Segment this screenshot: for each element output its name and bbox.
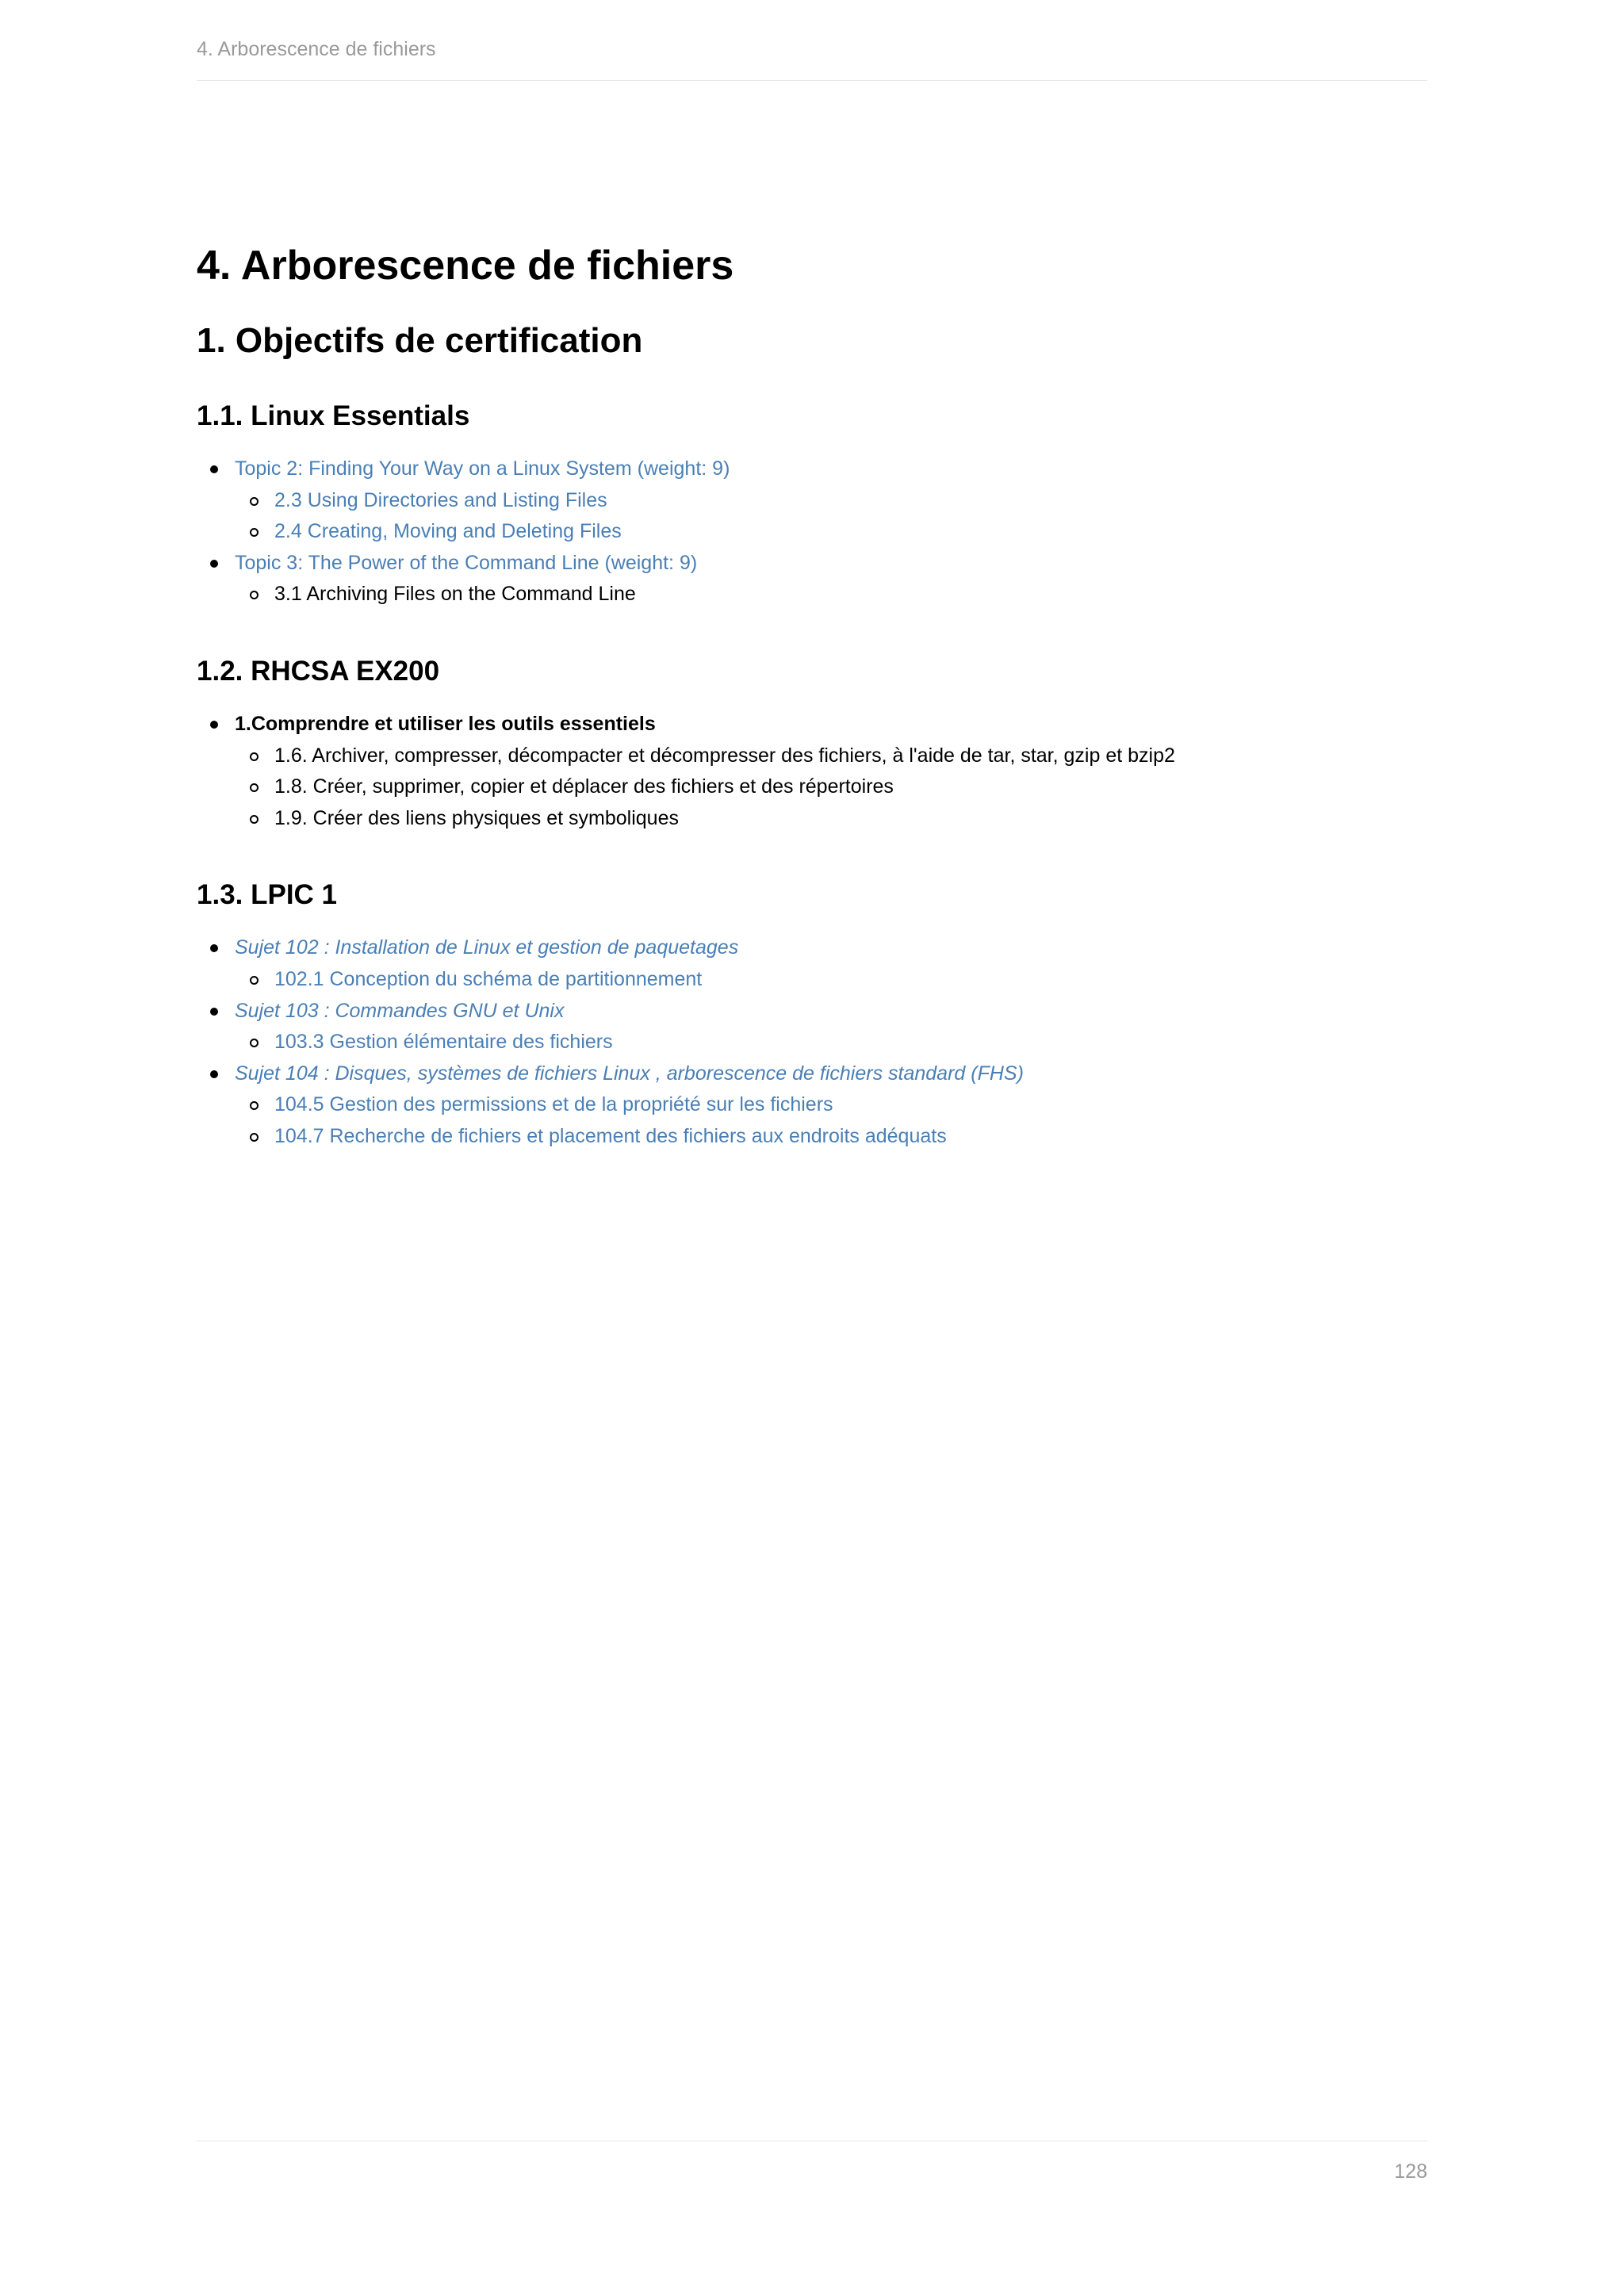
lpic-list — [197, 932, 1427, 1152]
rhcsa-list — [197, 709, 1427, 834]
spacer — [197, 610, 1427, 647]
item-103-3-link[interactable]: 103.3 Gestion élémentaire des fichiers — [274, 1031, 613, 1054]
list-item — [274, 1089, 1427, 1121]
list-item — [235, 453, 1427, 548]
list-item — [274, 1027, 1427, 1058]
topic-2-sublist — [235, 485, 1427, 548]
sujet-103-sublist — [235, 1027, 1427, 1058]
sujet-102-link[interactable]: Sujet 102 : Installation de Linux et gestion de paquetages — [235, 936, 739, 959]
topic-3-link[interactable]: Topic 3: The Power of the Command Line (weight: 9) — [235, 551, 698, 574]
list-item — [274, 485, 1427, 517]
item-102-1-link[interactable]: 102.1 Conception du schéma de partitionnement — [274, 967, 703, 990]
subsection-title-linux-essentials: 1.1. Linux Essentials — [197, 400, 470, 431]
sujet-103-link[interactable]: Sujet 103 : Commandes GNU et Unix — [235, 999, 565, 1022]
spacer — [197, 834, 1427, 871]
item-104-5-link[interactable]: 104.5 Gestion des permissions et de la propriété sur les fichiers — [274, 1093, 833, 1116]
item-2-4-link[interactable]: 2.4 Creating, Moving and Deleting Files — [274, 520, 622, 543]
rhcsa-sublist — [235, 740, 1427, 835]
chapter-title: 4. Arborescence de fichiers — [197, 243, 734, 289]
section-title: 1. Objectifs de certification — [197, 321, 643, 360]
topic-2-link[interactable]: Topic 2: Finding Your Way on a Linux System (weight: 9) — [235, 457, 730, 480]
linux-essentials-list — [197, 453, 1427, 610]
running-title: 4. Arborescence de fichiers — [197, 38, 436, 60]
list-item — [274, 803, 1427, 835]
list-item — [274, 579, 1427, 610]
list-item — [274, 740, 1427, 772]
subsection-title-lpic: 1.3. LPIC 1 — [197, 879, 338, 911]
list-item — [235, 1058, 1427, 1153]
topic-3-sublist — [235, 579, 1427, 610]
page-footer — [197, 2141, 1427, 2183]
item-104-7-link[interactable]: 104.7 Recherche de fichiers et placement des fichiers aux endroits adéquats — [274, 1124, 947, 1147]
page-header — [197, 35, 1427, 81]
list-item — [235, 996, 1427, 1058]
sujet-104-link[interactable]: Sujet 104 : Disques, systèmes de fichiers Linux , arborescence de fichiers standard (FHS) — [235, 1062, 1024, 1085]
list-item — [235, 548, 1427, 610]
item-3-1-text: 3.1 Archiving Files on the Command Line — [274, 583, 636, 606]
list-item — [235, 709, 1427, 834]
list-item — [274, 771, 1427, 803]
sujet-102-sublist — [235, 964, 1427, 996]
rhcsa-item-1-6: 1.6. Archiver, compresser, décompacter et décompresser des fichiers, à l'aide de tar, star, gzip et bzip2 — [274, 744, 1175, 767]
item-2-3-link[interactable]: 2.3 Using Directories and Listing Files — [274, 488, 607, 511]
page-number: 128 — [1394, 2160, 1427, 2183]
rhcsa-topic-1: 1.Comprendre et utiliser les outils essentiels — [235, 712, 656, 735]
page-content — [197, 222, 1427, 1153]
list-item — [274, 516, 1427, 548]
list-item — [274, 964, 1427, 996]
sujet-104-sublist — [235, 1089, 1427, 1152]
rhcsa-item-1-9: 1.9. Créer des liens physiques et symboliques — [274, 806, 679, 829]
rhcsa-item-1-8: 1.8. Créer, supprimer, copier et déplacer des fichiers et des répertoires — [274, 775, 894, 798]
list-item — [274, 1121, 1427, 1153]
list-item — [235, 932, 1427, 995]
subsection-title-rhcsa: 1.2. RHCSA EX200 — [197, 655, 440, 687]
